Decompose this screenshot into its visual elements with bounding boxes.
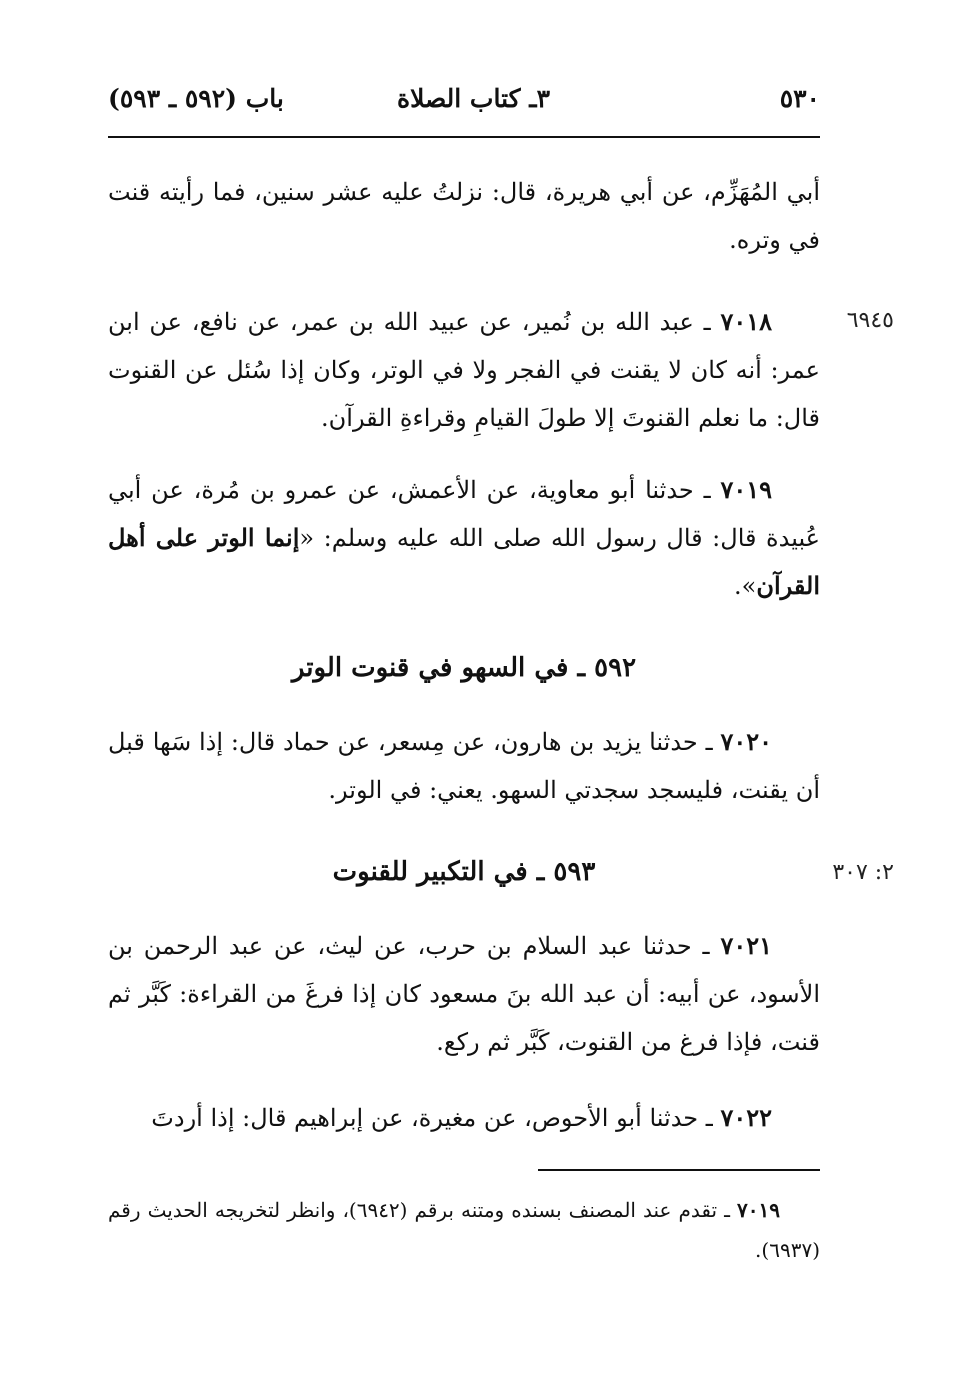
- hadith-number: ٧٠٢١: [720, 931, 772, 960]
- hadith-number: ٧٠١٩: [720, 475, 772, 504]
- hadith-text: ـ عبد الله بن نُمير، عن عبيد الله بن عمر، عن نافع، عن ابن عمر: أنه كان لا يقنت في الفجر ولا في الوتر، وكان إذا سُئل عن القنوت قال: ما نعلم القنوتَ إلا طولَ القيامِ وقراءةِ القرآن.: [108, 308, 820, 432]
- footnote-text: ـ تقدم عند المصنف بسنده ومتنه برقم (٦٩٤٢)، وانظر لتخريجه الحديث رقم (٦٩٣٧).: [108, 1198, 820, 1262]
- hadith-7018: [108, 298, 820, 442]
- footnote-rule: [538, 1169, 820, 1171]
- page-number: ٥٣٠: [779, 84, 820, 113]
- margin-note-6945: ٦٩٤٥: [846, 308, 894, 333]
- hadith-7020: [108, 718, 820, 814]
- footnote: [108, 1190, 820, 1270]
- hadith-quote: إنما الوتر على أهل القرآن: [108, 523, 820, 600]
- paragraph-continuation: [108, 168, 820, 264]
- hadith-quote-close: ».: [734, 572, 757, 600]
- hadith-7022: [108, 1094, 820, 1142]
- running-header: [108, 84, 820, 124]
- book-title: ٣ـ كتاب الصلاة: [396, 84, 550, 113]
- hadith-text: ـ حدثنا أبو معاوية، عن الأعمش، عن عمرو بن مُرة، عن أبي عُبيدة قال: قال رسول الله صلى الله عليه وسلم: «: [108, 476, 821, 552]
- hadith-7019: [108, 466, 820, 610]
- paragraph-text: أبي المُهَزِّم، عن أبي هريرة، قال: نزلتُ عليه عشر سنين، فما رأيته قنت في وتره.: [108, 178, 820, 254]
- hadith-number: ٧٠٢٢: [720, 1103, 772, 1132]
- hadith-7021: [108, 922, 820, 1066]
- hadith-text: ـ حدثنا يزيد بن هارون، عن مِسعر، عن حماد قال: إذا سَها قبل أن يقنت، فليسجد سجدتي السهو. يعني: في الوتر.: [108, 728, 820, 804]
- hadith-text: ـ حدثنا أبو الأحوص، عن مغيرة، عن إبراهيم قال: إذا أردتَ: [151, 1104, 721, 1132]
- hadith-number: ٧٠٢٠: [720, 727, 772, 756]
- header-rule: [108, 136, 820, 138]
- hadith-number: ٧٠١٨: [720, 307, 772, 336]
- hadith-text: ـ حدثنا عبد السلام بن حرب، عن ليث، عن عبد الرحمن بن الأسود، عن أبيه: أن عبد الله بنَ مسعود كان إذا فرغَ من القراءة: كَبَّر ثم قنت، فإذا فرغ من القنوت، كَبَّر ثم ركع.: [108, 932, 820, 1056]
- margin-note-2-307: ٢: ٣٠٧: [832, 860, 894, 885]
- section-heading-592: ٥٩٢ ـ في السهو في قنوت الوتر: [291, 653, 637, 683]
- chapter-range: باب (٥٩٢ ـ ٥٩٣): [108, 84, 284, 113]
- section-heading-593: ٥٩٣ ـ في التكبير للقنوت: [332, 857, 596, 887]
- footnote-number: ٧٠١٩: [737, 1198, 780, 1222]
